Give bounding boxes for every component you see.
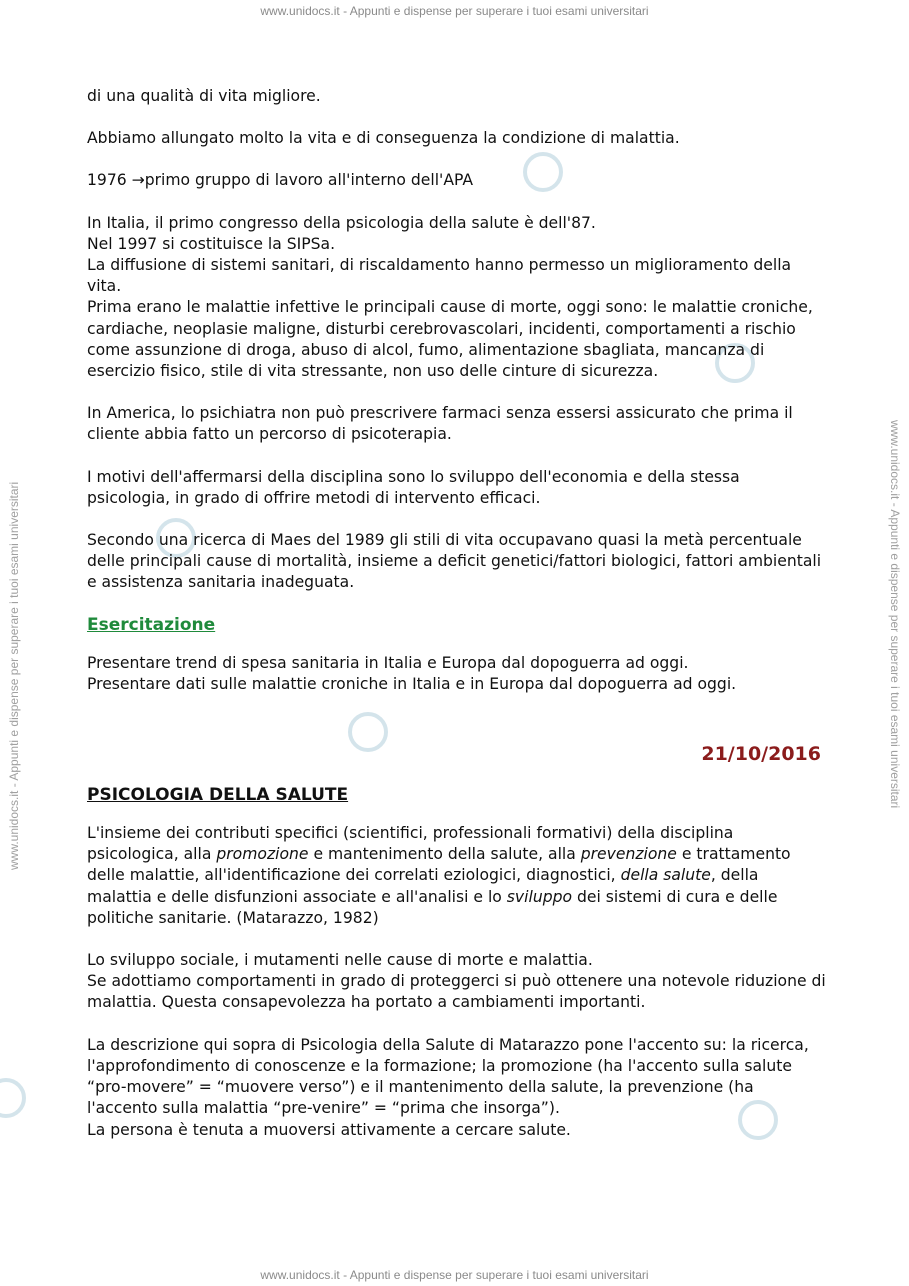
watermark-bottom: www.unidocs.it - Appunti e dispense per superare i tuoi esami universitari (260, 1268, 649, 1282)
paragraph: Se adottiamo comportamenti in grado di proteggerci si può ottenere una notevole riduzione di malattia. Questa consapevolezza ha portato a cambiamenti importanti. (87, 972, 826, 1012)
paragraph: Lo sviluppo sociale, i mutamenti nelle cause di morte e malattia. (87, 951, 593, 970)
watermark-top: www.unidocs.it - Appunti e dispense per superare i tuoi esami universitari (260, 4, 649, 18)
paragraph: Presentare trend di spesa sanitaria in Italia e Europa dal dopoguerra ad oggi. (87, 653, 689, 672)
paragraph: I motivi dell'affermarsi della disciplina sono lo sviluppo dell'economia e della stessa psicologia, in grado di offrire metodi di intervento efficaci. (87, 467, 740, 507)
paragraph: In Italia, il primo congresso della psicologia della salute è dell'87. (87, 213, 596, 232)
section-heading: PSICOLOGIA DELLA SALUTE (87, 785, 349, 806)
paragraph: In America, lo psichiatra non può prescrivere farmaci senza essersi assicurato che prima il cliente abbia fatto un percorso di psicoterapia. (87, 404, 793, 444)
paragraph: Prima erano le malattie infettive le principali cause di morte, oggi sono: le malattie croniche, cardiache, neoplasie maligne, disturbi cerebrovascolari, incidenti, comportamenti a rischio come assunzione di droga, abuso di alcol, fumo, alimentazione sbagliata, mancanza di esercizio fisico, stile di vita stressante, non uso delle cinture di sicurezza. (87, 298, 813, 381)
paragraph: La diffusione di sistemi sanitari, di riscaldamento hanno permesso un miglioramento della vita. (87, 256, 792, 296)
paragraph: di una qualità di vita migliore. (87, 87, 321, 105)
definition-paragraph: L'insieme dei contributi specifici (scientifici, professionali formativi) della disciplina psicologica, alla promozione e mantenimento della salute, alla prevenzione e trattamento delle malattie, all'identificazione dei correlati eziologici, diagnostici, della salute, della malattia e delle disfunzioni associate e all'analisi e lo sviluppo dei sistemi di cura e delle politiche sanitarie. (Matarazzo, 1982) (87, 824, 791, 927)
watermark-right: www.unidocs.it - Appunti e dispense per superare i tuoi esami universitari (888, 420, 902, 809)
paragraph: Abbiamo allungato molto la vita e di conseguenza la condizione di malattia. (87, 129, 680, 148)
paragraph: La persona è tenuta a muoversi attivamente a cercare salute. (87, 1120, 571, 1139)
exercise-heading: Esercitazione (87, 614, 216, 635)
paragraph: Secondo una ricerca di Maes del 1989 gli stili di vita occupavano quasi la metà percentuale delle principali cause di mortalità, insieme a deficit genetici/fattori biologici, fattori ambientali e assistenza sanitaria inadeguata. (87, 531, 822, 592)
document-body (87, 86, 827, 1141)
lecture-date: 21/10/2016 (701, 743, 821, 766)
paragraph: La descrizione qui sopra di Psicologia della Salute di Matarazzo pone l'accento su: la ricerca, l'approfondimento di conoscenze e la formazione; la promozione (ha l'accento sulla salute “pro-movere” = “muovere verso”) e il mantenimento della salute, la prevenzione (ha l'accento sulla malattia “pre-venire” = “prima che insorga”). (87, 1035, 809, 1118)
paragraph: Presentare dati sulle malattie croniche in Italia e in Europa dal dopoguerra ad oggi. (87, 674, 737, 693)
watermark-left: www.unidocs.it - Appunti e dispense per superare i tuoi esami universitari (7, 481, 21, 870)
paragraph: 1976 →primo gruppo di lavoro all'interno dell'APA (87, 171, 474, 190)
watermark-logo-icon (0, 1078, 26, 1118)
paragraph: Nel 1997 si costituisce la SIPSa. (87, 234, 336, 253)
